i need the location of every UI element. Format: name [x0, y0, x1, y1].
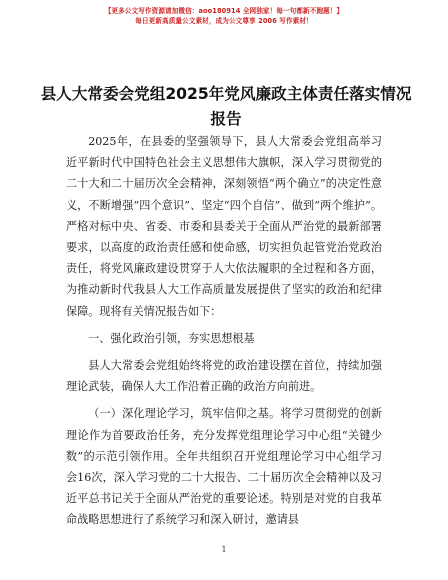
section-paragraph: 县人大常委会党组始终将党的政治建设摆在首位，持续加强理论武装，确保人大工作沿着正确的政治方向前进。 — [66, 359, 382, 394]
section-heading: 一、强化政治引领，夯实思想根基 — [88, 331, 255, 345]
promo-banner-line-1: 【更多公文写作资源请加微信：aoo180914 全网独家！每一句都新不跑题！】 — [104, 7, 344, 15]
promo-banner-line-2: 每日更新高质量公文素材，成为公文尊享 2006 写作素材！ — [135, 17, 313, 25]
page-number: 1 — [221, 545, 227, 554]
document-body — [66, 131, 382, 531]
document-title: 县人大常委会党组2025年党风廉政主体责任落实情况报告 — [40, 85, 412, 128]
subsection-paragraph: （一）深化理论学习，筑牢信仰之基。将学习贯彻党的创新理论作为首要政治任务，充分发挥党组理论学习中心组“关键少数”的示范引领作用。全年共组织召开党组理论学习中心组学习会16次，深入学习党的二十大报告、二十届历次全会精神以及习近平总书记关于全面从严治党的重要论述。特别是对党的自我革命战略思想进行了系统学习和深入研讨，邀请县 — [66, 407, 382, 527]
intro-paragraph: 2025年，在县委的坚强领导下，县人大常委会党组高举习近平新时代中国特色社会主义思想伟大旗帜，深入学习贯彻党的二十大和二十届历次全会精神，深刻领悟“两个确立”的决定性意义，不断增强“四个意识”、坚定“四个自信”、做到“两个维护”。严格对标中央、省委、市委和县委关于全面从严治党的最新部署要求，以高度的政治责任感和使命感，切实担负起管党治党政治责任，将党风廉政建设贯穿于人大依法履职的全过程和各方面，为推动新时代我县人大工作高质量发展提供了坚实的政治和纪律保障。现将有关情况报告如下： — [66, 135, 382, 318]
promo-banner — [0, 6, 448, 26]
